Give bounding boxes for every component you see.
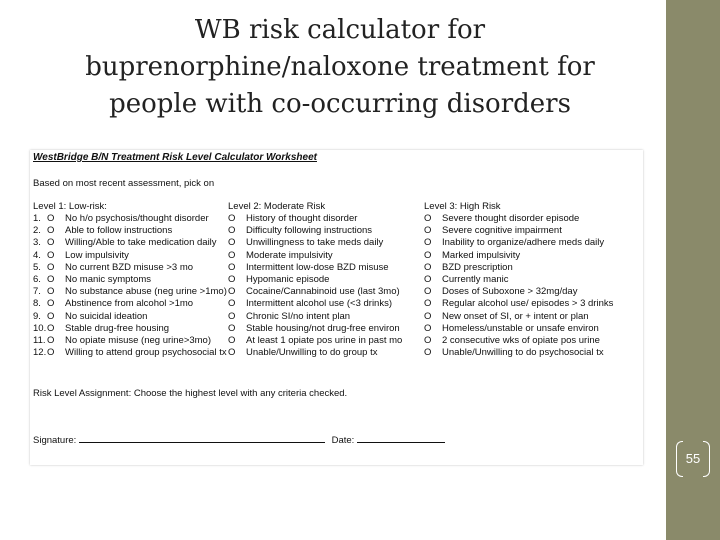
criteria-checkbox[interactable]: O <box>228 249 236 261</box>
level-header: Level 3: High Risk <box>424 201 501 212</box>
criteria-row <box>228 250 424 262</box>
criteria-checkbox[interactable]: O <box>47 334 55 346</box>
criteria-checkbox[interactable]: O <box>424 273 432 285</box>
slide-title-line: WB risk calculator for <box>194 15 486 45</box>
signature-label: Signature: <box>33 435 77 446</box>
criteria-text: Able to follow instructions <box>65 225 173 237</box>
criteria-text: Unwillingness to take meds daily <box>246 237 384 249</box>
criteria-checkbox[interactable]: O <box>424 298 432 310</box>
criteria-row <box>424 298 643 310</box>
criteria-row <box>228 213 424 225</box>
criteria-row <box>228 286 424 298</box>
slide-title <box>40 12 640 123</box>
worksheet-instruction: Based on most recent assessment, pick on <box>33 178 215 189</box>
criteria-checkbox[interactable]: O <box>424 310 432 322</box>
criteria-row <box>424 262 643 274</box>
criteria-row <box>33 274 233 286</box>
item-number: 10. <box>33 322 47 334</box>
criteria-checkbox[interactable]: O <box>424 322 432 334</box>
criteria-text: No opiate misuse (neg urine>3mo) <box>65 334 212 346</box>
criteria-row <box>424 274 643 286</box>
criteria-text: Regular alcohol use/ episodes > 3 drinks <box>442 298 614 310</box>
level-3-column <box>424 201 643 359</box>
criteria-text: Moderate impulsivity <box>246 249 333 261</box>
item-number: 2. <box>33 225 41 237</box>
criteria-text: At least 1 opiate pos urine in past mo <box>246 334 403 346</box>
criteria-checkbox[interactable]: O <box>228 261 236 273</box>
criteria-checkbox[interactable]: O <box>228 213 236 224</box>
criteria-checkbox[interactable]: O <box>424 213 432 224</box>
criteria-text: Cocaine/Cannabinoid use (last 3mo) <box>246 286 400 298</box>
criteria-checkbox[interactable]: O <box>47 249 55 261</box>
criteria-text: No h/o psychosis/thought disorder <box>65 213 209 224</box>
signature-line <box>33 433 445 446</box>
criteria-row <box>228 237 424 249</box>
item-number: 1. <box>33 213 41 224</box>
criteria-row <box>424 237 643 249</box>
criteria-row <box>424 286 643 298</box>
criteria-text: Unable/Unwilling to do group tx <box>246 347 378 359</box>
right-bracket-icon <box>703 441 710 477</box>
criteria-checkbox[interactable]: O <box>424 347 432 359</box>
criteria-text: BZD prescription <box>442 261 513 273</box>
level-header: Level 1: Low-risk: <box>33 201 107 212</box>
criteria-text: Marked impulsivity <box>442 249 521 261</box>
item-number: 9. <box>33 310 41 322</box>
criteria-checkbox[interactable]: O <box>228 225 236 237</box>
criteria-text: Willing/Able to take medication daily <box>65 237 217 249</box>
signature-field[interactable] <box>79 433 325 443</box>
criteria-checkbox[interactable]: O <box>47 237 55 249</box>
criteria-row <box>228 225 424 237</box>
criteria-text: Severe cognitive impairment <box>442 225 562 237</box>
criteria-row <box>33 335 233 347</box>
date-label: Date: <box>331 435 355 446</box>
criteria-text: Unable/Unwilling to do psychosocial tx <box>442 347 604 359</box>
item-number: 11. <box>33 334 46 346</box>
criteria-row <box>33 250 233 262</box>
criteria-text: No substance abuse (neg urine >1mo) <box>65 286 227 298</box>
item-number: 12. <box>33 347 47 359</box>
item-number: 6. <box>33 273 41 285</box>
criteria-text: Difficulty following instructions <box>246 225 373 237</box>
criteria-row <box>228 347 424 359</box>
level-2-column <box>228 201 424 359</box>
criteria-row <box>33 311 233 323</box>
left-bracket-icon <box>676 441 683 477</box>
criteria-checkbox[interactable]: O <box>424 261 432 273</box>
criteria-row <box>228 274 424 286</box>
item-number: 5. <box>33 261 41 273</box>
criteria-text: Currently manic <box>442 273 509 285</box>
criteria-checkbox[interactable]: O <box>228 310 236 322</box>
criteria-row <box>424 323 643 335</box>
date-field[interactable] <box>357 433 445 443</box>
criteria-text: Severe thought disorder episode <box>442 213 580 224</box>
criteria-row <box>33 347 233 359</box>
criteria-text: Stable drug-free housing <box>65 322 170 334</box>
criteria-row <box>228 335 424 347</box>
item-number: 4. <box>33 249 41 261</box>
criteria-text: No current BZD misuse >3 mo <box>65 261 194 273</box>
criteria-checkbox[interactable]: O <box>424 286 432 298</box>
criteria-row <box>228 311 424 323</box>
criteria-text: No suicidal ideation <box>65 310 148 322</box>
page-number: 55 <box>685 451 701 466</box>
criteria-text: Hypomanic episode <box>246 273 330 285</box>
criteria-checkbox[interactable]: O <box>424 334 432 346</box>
criteria-row <box>33 323 233 335</box>
item-number: 8. <box>33 298 41 310</box>
criteria-checkbox[interactable]: O <box>228 334 236 346</box>
criteria-checkbox[interactable]: O <box>228 322 236 334</box>
worksheet-heading: WestBridge B/N Treatment Risk Level Calculator Worksheet <box>33 152 317 163</box>
item-number: 7. <box>33 286 41 298</box>
criteria-text: Willing to attend group psychosocial tx <box>65 347 227 359</box>
criteria-row <box>228 298 424 310</box>
criteria-text: Intermittent alcohol use (<3 drinks) <box>246 298 392 310</box>
criteria-checkbox[interactable]: O <box>228 273 236 285</box>
criteria-checkbox[interactable]: O <box>424 249 432 261</box>
criteria-row <box>424 250 643 262</box>
criteria-checkbox[interactable]: O <box>228 286 236 298</box>
criteria-text: Doses of Suboxone > 32mg/day <box>442 286 578 298</box>
criteria-checkbox[interactable]: O <box>424 225 432 237</box>
criteria-text: History of thought disorder <box>246 213 358 224</box>
criteria-checkbox[interactable]: O <box>47 298 55 310</box>
criteria-row <box>228 262 424 274</box>
slide-title-line: people with co-occurring disorders <box>109 89 571 119</box>
criteria-row <box>424 213 643 225</box>
item-number: 3. <box>33 237 41 249</box>
criteria-row <box>424 335 643 347</box>
criteria-text: Chronic SI/no intent plan <box>246 310 351 322</box>
slide-title-line: buprenorphine/naloxone treatment for <box>85 52 595 82</box>
criteria-checkbox[interactable]: O <box>47 225 55 237</box>
criteria-checkbox[interactable]: O <box>47 273 55 285</box>
criteria-checkbox[interactable]: O <box>47 310 55 322</box>
criteria-text: New onset of SI, or + intent or plan <box>442 310 589 322</box>
criteria-row <box>424 225 643 237</box>
criteria-text: Intermittent low-dose BZD misuse <box>246 261 389 273</box>
level-1-column <box>33 201 233 359</box>
criteria-checkbox[interactable]: O <box>47 322 55 334</box>
criteria-text: Stable housing/not drug-free environ <box>246 322 400 334</box>
criteria-row <box>228 323 424 335</box>
criteria-text: No manic symptoms <box>65 273 152 285</box>
criteria-checkbox[interactable]: O <box>228 298 236 310</box>
criteria-checkbox[interactable]: O <box>228 237 236 249</box>
criteria-checkbox[interactable]: O <box>47 213 55 224</box>
criteria-row <box>33 225 233 237</box>
level-header: Level 2: Moderate Risk <box>228 201 326 212</box>
criteria-checkbox[interactable]: O <box>47 261 55 273</box>
criteria-row <box>33 237 233 249</box>
criteria-checkbox[interactable]: O <box>228 347 236 359</box>
criteria-row <box>424 311 643 323</box>
risk-level-assignment: Risk Level Assignment: Choose the highest level with any criteria checked. <box>33 388 348 399</box>
criteria-text: 2 consecutive wks of opiate pos urine <box>442 334 600 346</box>
criteria-text: Homeless/unstable or unsafe environ <box>442 322 599 334</box>
criteria-checkbox[interactable]: O <box>47 286 55 298</box>
criteria-row <box>33 298 233 310</box>
criteria-row <box>33 262 233 274</box>
criteria-checkbox[interactable]: O <box>47 347 55 359</box>
risk-calculator-worksheet <box>30 150 643 465</box>
criteria-text: Inability to organize/adhere meds daily <box>442 237 605 249</box>
criteria-row <box>424 347 643 359</box>
criteria-text: Low impulsivity <box>65 249 129 261</box>
criteria-row <box>33 286 233 298</box>
criteria-checkbox[interactable]: O <box>424 237 432 249</box>
criteria-row <box>33 213 233 225</box>
criteria-text: Abstinence from alcohol >1mo <box>65 298 194 310</box>
page-number-badge <box>676 441 710 477</box>
